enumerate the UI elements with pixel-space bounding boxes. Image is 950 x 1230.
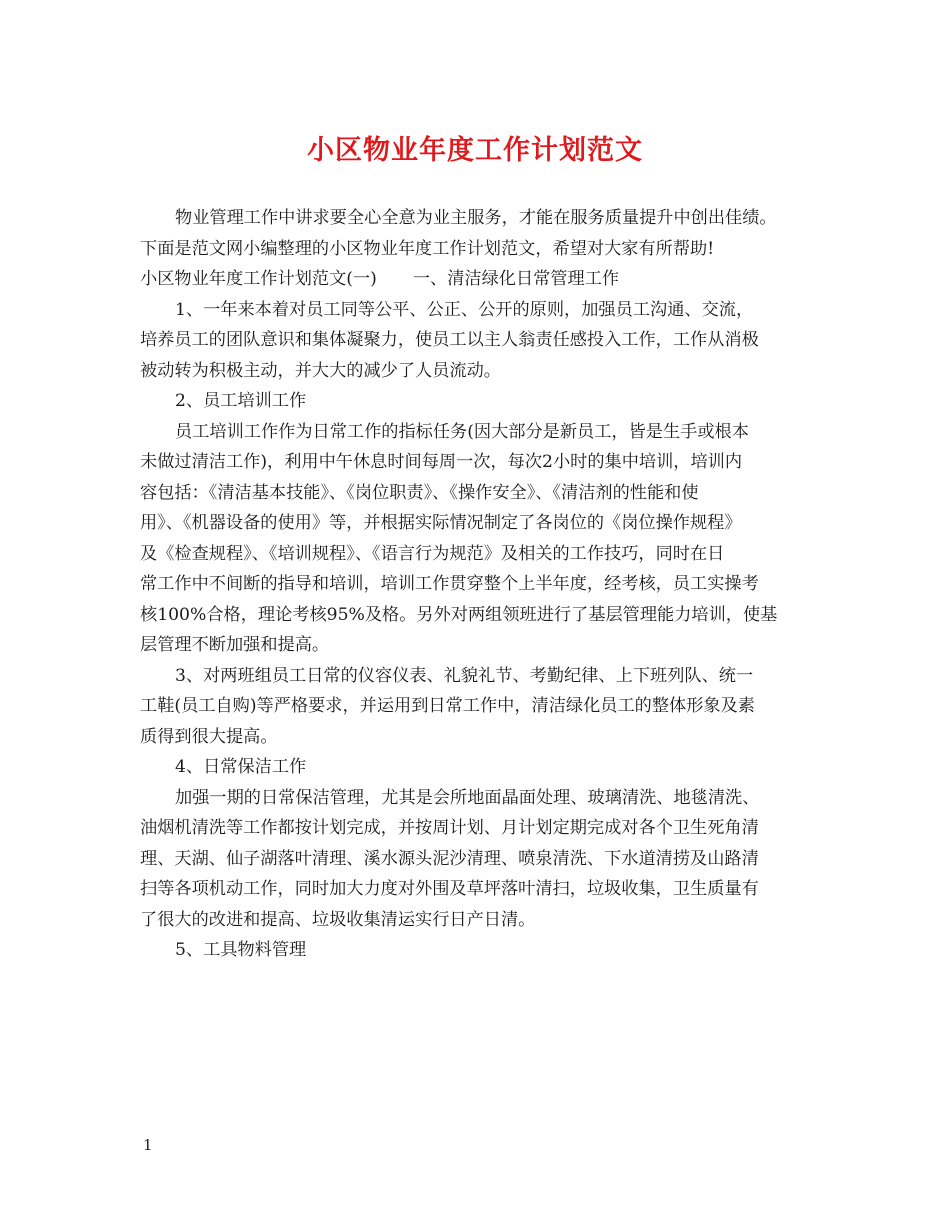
page-number: 1 <box>143 1136 153 1154</box>
paragraph-line: 容包括：《清洁基本技能》、《岗位职责》、《操作安全》、《清洁剂的性能和使 <box>140 482 699 503</box>
paragraph-line: 工鞋(员工自购)等严格要求，并运用到日常工作中，清洁绿化员工的整体形象及素 <box>140 696 755 716</box>
paragraph-line: 未做过清洁工作)，利用中午休息时间每周一次，每次2小时的集中培训，培训内 <box>140 452 743 472</box>
document-title: 小区物业年度工作计划范文 <box>307 135 643 166</box>
item-heading: 5、工具物料管理 <box>175 940 307 960</box>
paragraph-line: 了很大的改进和提高、垃圾收集清运实行日产日清。 <box>140 909 536 930</box>
subtitle-text: 小区物业年度工作计划范文(一) <box>140 269 377 289</box>
paragraph-line: 加强一期的日常保洁管理，尤其是会所地面晶面处理、玻璃清洗、地毯清洗、 <box>175 787 760 808</box>
paragraph-line: 质得到很大提高。 <box>140 726 278 747</box>
paragraph-line: 常工作中不间断的指导和培训，培训工作贯穿整个上半年度，经考核，员工实操考 <box>140 574 759 594</box>
paragraph-line: 下面是范文网小编整理的小区物业年度工作计划范文，希望对大家有所帮助! <box>140 238 715 259</box>
paragraph-line: 及《检查规程》、《培训规程》、《语言行为规范》及相关的工作技巧，同时在日 <box>140 543 725 564</box>
paragraph-line: 扫等各项机动工作，同时加大力度对外围及草坪落叶清扫，垃圾收集，卫生质量有 <box>140 879 759 899</box>
document-body <box>140 203 820 966</box>
paragraph-line: 1、一年来本着对员工同等公平、公正、公开的原则，加强员工沟通、交流， <box>175 299 754 320</box>
paragraph-line: 油烟机清洗等工作都按计划完成，并按周计划、月计划定期完成对各个卫生死角清 <box>140 818 759 838</box>
paragraph-line: 3、对两班组员工日常的仪容仪表、礼貌礼节、考勤纪律、上下班列队、统一 <box>175 665 754 686</box>
paragraph-line: 员工培训工作作为日常工作的指标任务(因大部分是新员工，皆是生手或根本 <box>175 421 749 442</box>
paragraph-line: 核100%合格，理论考核95%及格。另外对两组领班进行了基层管理能力培训，使基 <box>140 604 778 625</box>
paragraph-line: 理、天湖、仙子湖落叶清理、溪水源头泥沙清理、喷泉清洗、下水道清捞及山路清 <box>140 848 759 869</box>
item-heading: 4、日常保洁工作 <box>175 757 307 777</box>
section-heading: 一、清洁绿化日常管理工作 <box>412 269 620 289</box>
section-heading-line <box>140 264 820 295</box>
paragraph-line: 被动转为积极主动，并大大的减少了人员流动。 <box>140 360 501 381</box>
paragraph-line: 层管理不断加强和提高。 <box>140 635 330 655</box>
paragraph-line: 用》、《机器设备的使用》等，并根据实际情况制定了各岗位的《岗位操作规程》 <box>140 513 742 533</box>
paragraph-line: 培养员工的团队意识和集体凝聚力，使员工以主人翁责任感投入工作，工作从消极 <box>140 330 759 350</box>
paragraph-line: 物业管理工作中讲求要全心全意为业主服务，才能在服务质量提升中创出佳绩。 <box>175 208 777 228</box>
item-heading: 2、员工培训工作 <box>175 391 307 411</box>
